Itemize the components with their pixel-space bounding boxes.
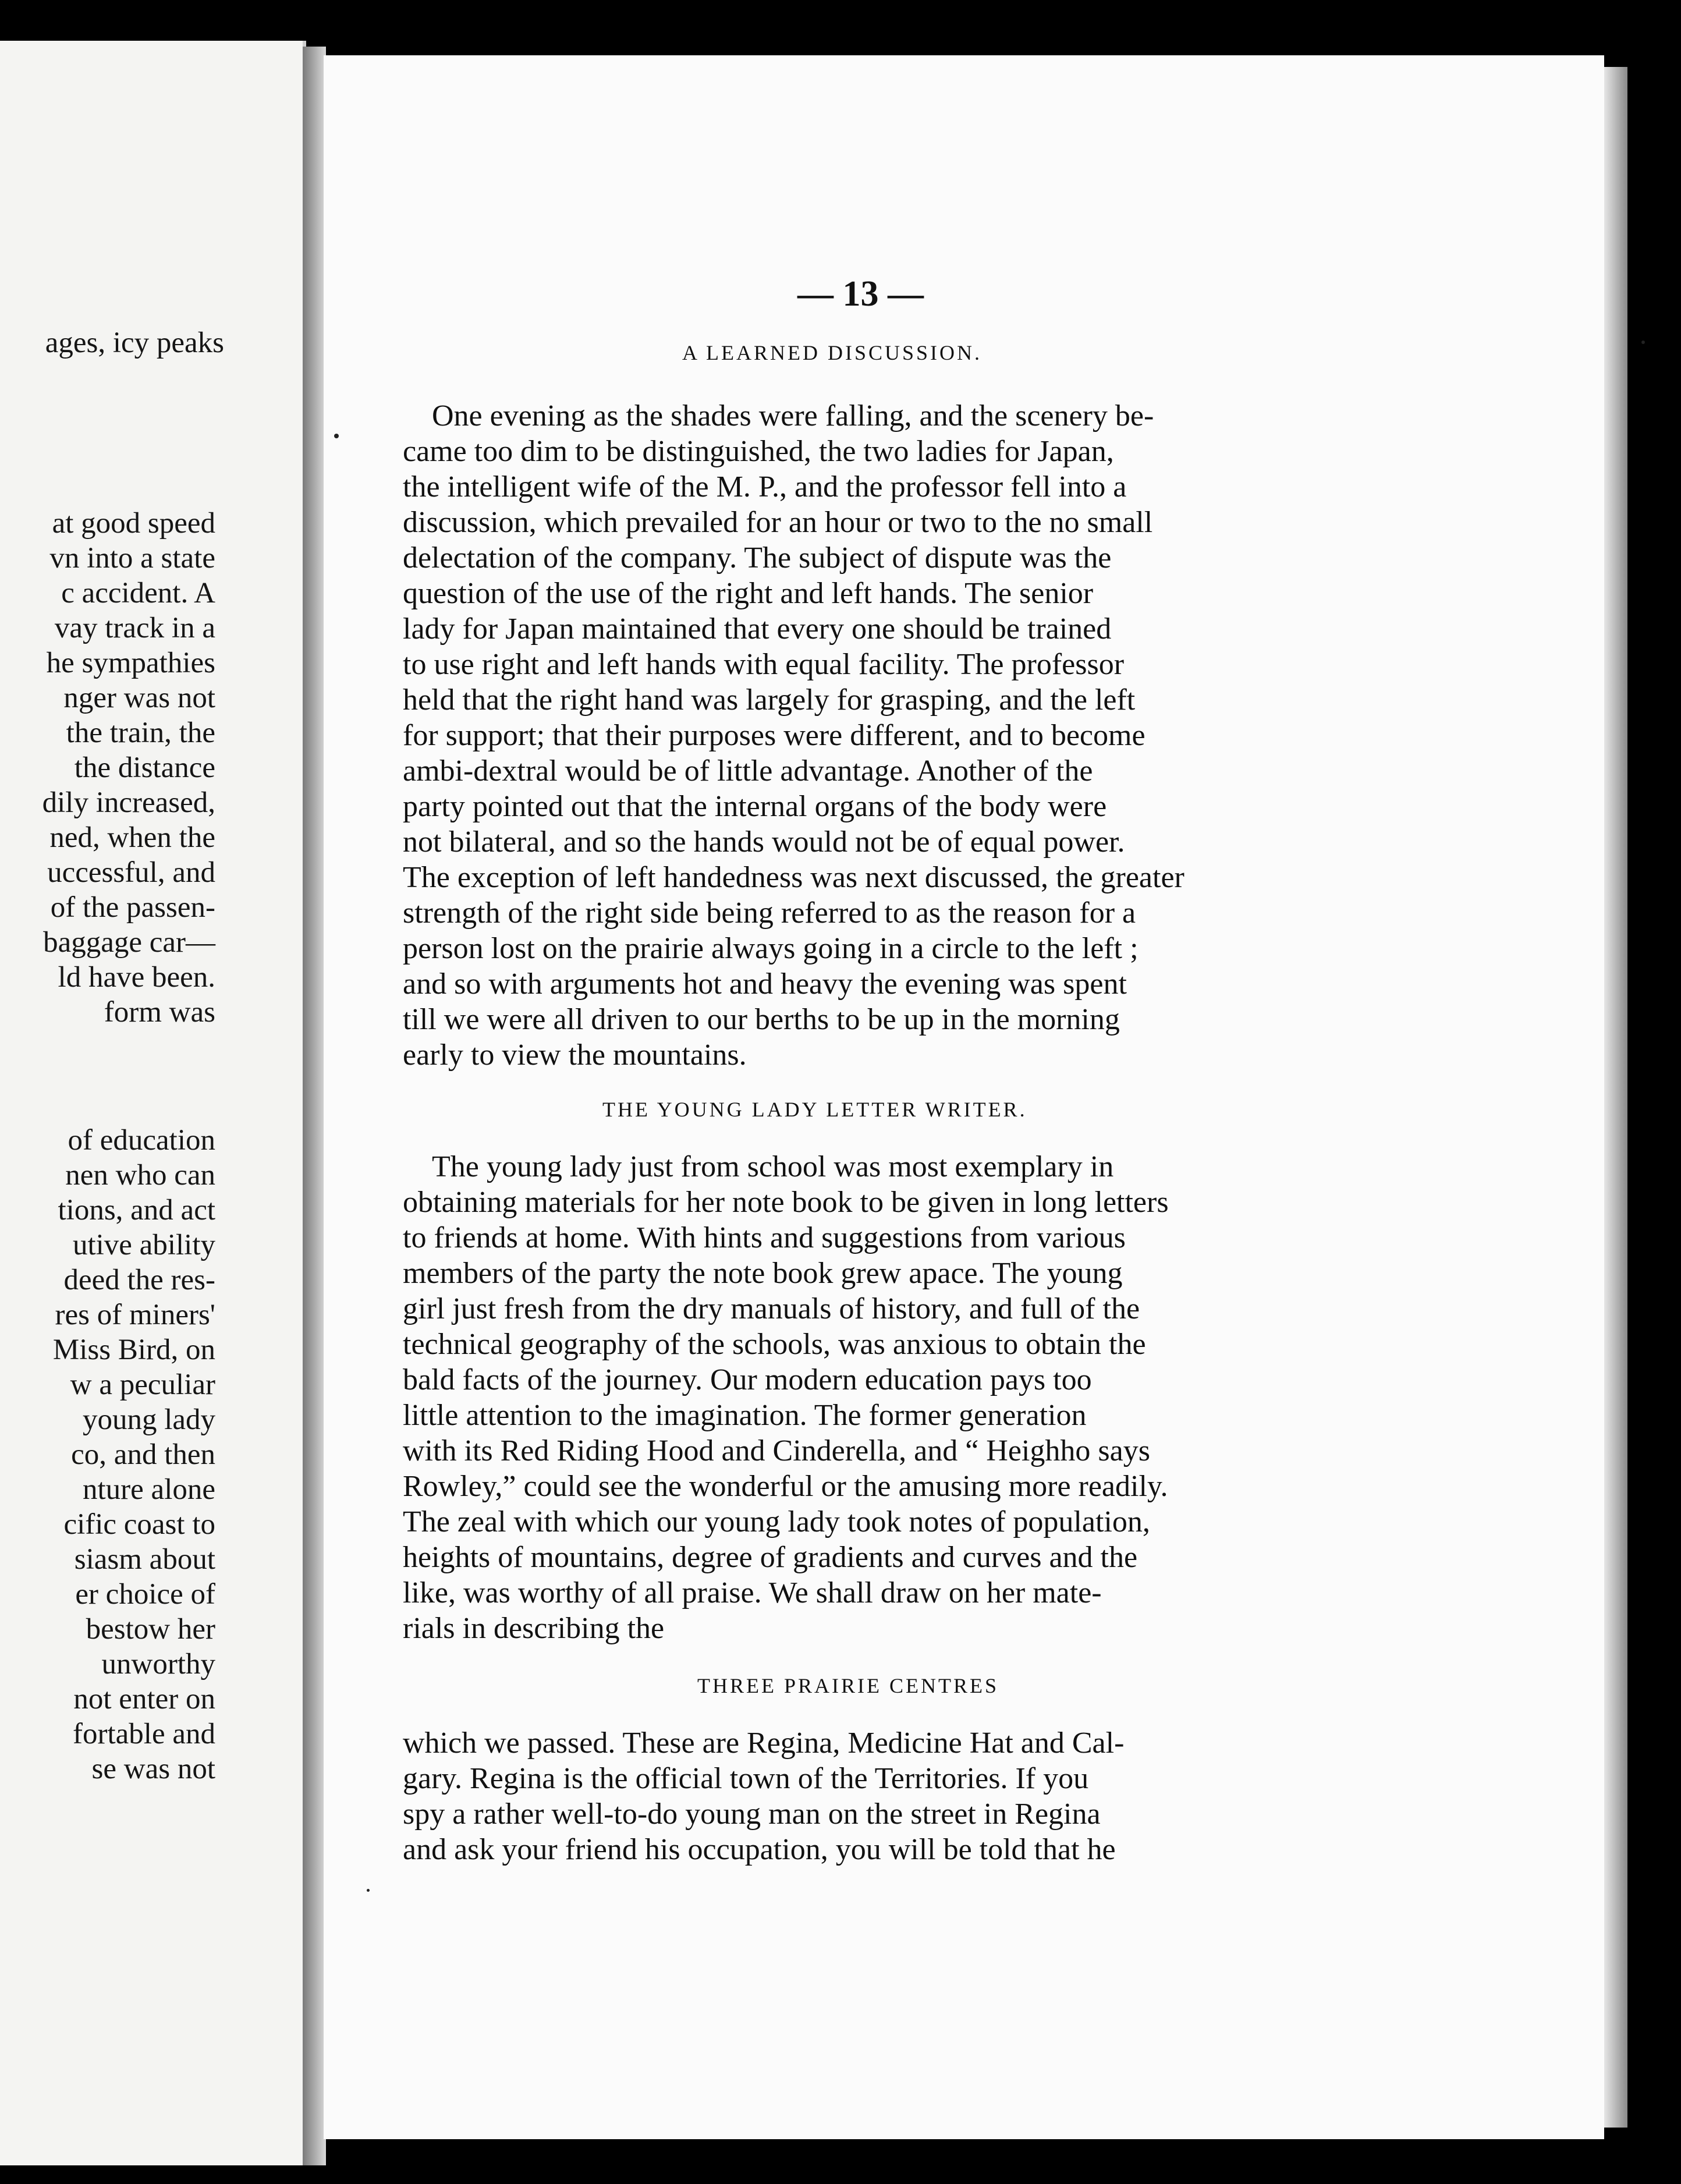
body-line: The exception of left handedness was next discussed, the greater bbox=[403, 861, 1184, 894]
left-page-line: the distance bbox=[74, 751, 215, 784]
left-page-line: c accident. A bbox=[61, 577, 215, 609]
left-page-line: nen who can bbox=[65, 1159, 215, 1192]
left-page-line: baggage car— bbox=[43, 926, 215, 959]
scan-speck bbox=[367, 1889, 370, 1892]
left-page-line: nture alone bbox=[83, 1473, 215, 1506]
body-line: rials in describing the bbox=[403, 1612, 665, 1645]
left-page-line: he sympathies bbox=[46, 647, 215, 679]
scan-speck bbox=[334, 434, 339, 438]
left-page-line: Miss Bird, on bbox=[52, 1334, 215, 1366]
left-page-line: unworthy bbox=[101, 1648, 215, 1680]
left-page-line: er choice of bbox=[75, 1578, 215, 1611]
section-heading: THREE PRAIRIE CENTRES bbox=[697, 1674, 999, 1697]
left-page-line: dily increased, bbox=[42, 786, 215, 819]
left-page-line: w a peculiar bbox=[70, 1368, 215, 1401]
body-line: came too dim to be distinguished, the two ladies for Japan, bbox=[403, 435, 1114, 468]
left-page-line: co, and then bbox=[71, 1438, 215, 1471]
left-page-line: vn into a state bbox=[49, 542, 215, 575]
left-page-line: utive ability bbox=[72, 1229, 215, 1261]
body-line: with its Red Riding Hood and Cinderella, and “ Heighho says bbox=[403, 1434, 1150, 1467]
body-line: strength of the right side being referred to as the reason for a bbox=[403, 896, 1136, 930]
left-page-line: bestow her bbox=[86, 1613, 215, 1646]
left-page-line: at good speed bbox=[52, 507, 215, 540]
left-page-line: vay track in a bbox=[54, 612, 215, 644]
body-line: to use right and left hands with equal facility. The professor bbox=[403, 648, 1125, 681]
body-line: lady for Japan maintained that every one should be trained bbox=[403, 612, 1112, 646]
body-line: discussion, which prevailed for an hour or two to the no small bbox=[403, 506, 1153, 539]
body-line: The zeal with which our young lady took notes of population, bbox=[403, 1505, 1150, 1538]
page-edge bbox=[1604, 67, 1627, 2128]
left-page-line: deed the res- bbox=[63, 1264, 215, 1296]
body-line: heights of mountains, degree of gradients and curves and the bbox=[403, 1541, 1138, 1574]
body-line: girl just fresh from the dry manuals of history, and full of the bbox=[403, 1292, 1140, 1325]
body-line: like, was worthy of all praise. We shall draw on her mate- bbox=[403, 1576, 1102, 1609]
scan-speck bbox=[1641, 341, 1645, 344]
left-page-line: ages, icy peaks bbox=[45, 327, 224, 359]
left-page-line: ned, when the bbox=[49, 821, 215, 854]
left-page-line: res of miners' bbox=[55, 1299, 215, 1331]
body-line: to friends at home. With hints and suggestions from various bbox=[403, 1221, 1126, 1254]
body-line: bald facts of the journey. Our modern education pays too bbox=[403, 1363, 1092, 1396]
body-line: The young lady just from school was most exemplary in bbox=[432, 1150, 1114, 1183]
body-line: question of the use of the right and left hands. The senior bbox=[403, 577, 1094, 610]
body-line: ambi-dextral would be of little advantage. Another of the bbox=[403, 754, 1093, 788]
left-page-line: of education bbox=[68, 1124, 215, 1157]
left-page-line: tions, and act bbox=[58, 1194, 215, 1226]
body-line: obtaining materials for her note book to be given in long letters bbox=[403, 1186, 1169, 1219]
body-line: technical geography of the schools, was anxious to obtain the bbox=[403, 1328, 1146, 1361]
left-page-line: nger was not bbox=[63, 682, 215, 714]
body-line: little attention to the imagination. The former generation bbox=[403, 1399, 1087, 1432]
body-line: and so with arguments hot and heavy the evening was spent bbox=[403, 967, 1127, 1001]
body-line: early to view the mountains. bbox=[403, 1038, 747, 1072]
section-heading: A LEARNED DISCUSSION. bbox=[682, 341, 983, 364]
left-page-line: siasm about bbox=[74, 1543, 215, 1576]
left-page-line: the train, the bbox=[66, 717, 215, 749]
body-line: and ask your friend his occupation, you will be told that he bbox=[403, 1833, 1116, 1866]
section-heading: THE YOUNG LADY LETTER WRITER. bbox=[602, 1098, 1027, 1121]
body-line: till we were all driven to our berths to be up in the morning bbox=[403, 1003, 1120, 1036]
body-line: spy a rather well-to-do young man on the street in Regina bbox=[403, 1797, 1101, 1831]
left-page-line: not enter on bbox=[73, 1683, 215, 1715]
page-number: — 13 — bbox=[797, 274, 924, 314]
body-line: the intelligent wife of the M. P., and the professor fell into a bbox=[403, 470, 1127, 504]
left-page-line: of the passen- bbox=[50, 891, 215, 924]
left-page-line: ld have been. bbox=[58, 961, 215, 994]
body-line: One evening as the shades were falling, and the scenery be- bbox=[432, 399, 1154, 432]
left-page bbox=[0, 41, 306, 2165]
body-line: party pointed out that the internal organs of the body were bbox=[403, 790, 1107, 823]
body-line: not bilateral, and so the hands would not be of equal power. bbox=[403, 825, 1125, 859]
body-line: for support; that their purposes were different, and to become bbox=[403, 719, 1146, 752]
left-page-line: cific coast to bbox=[63, 1508, 215, 1541]
left-page-line: fortable and bbox=[73, 1718, 215, 1750]
book-gutter bbox=[303, 47, 326, 2165]
body-line: held that the right hand was largely for grasping, and the left bbox=[403, 683, 1136, 717]
body-line: delectation of the company. The subject of dispute was the bbox=[403, 541, 1112, 575]
left-page-line: young lady bbox=[82, 1403, 215, 1436]
left-page-line: uccessful, and bbox=[47, 856, 215, 889]
body-line: person lost on the prairie always going in a circle to the left ; bbox=[403, 932, 1139, 965]
body-line: gary. Regina is the official town of the Territories. If you bbox=[403, 1762, 1089, 1795]
left-page-line: form was bbox=[104, 996, 215, 1029]
left-page-line: se was not bbox=[91, 1753, 215, 1785]
body-line: Rowley,” could see the wonderful or the amusing more readily. bbox=[403, 1470, 1168, 1503]
body-line: which we passed. These are Regina, Medicine Hat and Cal- bbox=[403, 1726, 1125, 1760]
body-line: members of the party the note book grew apace. The young bbox=[403, 1257, 1123, 1290]
